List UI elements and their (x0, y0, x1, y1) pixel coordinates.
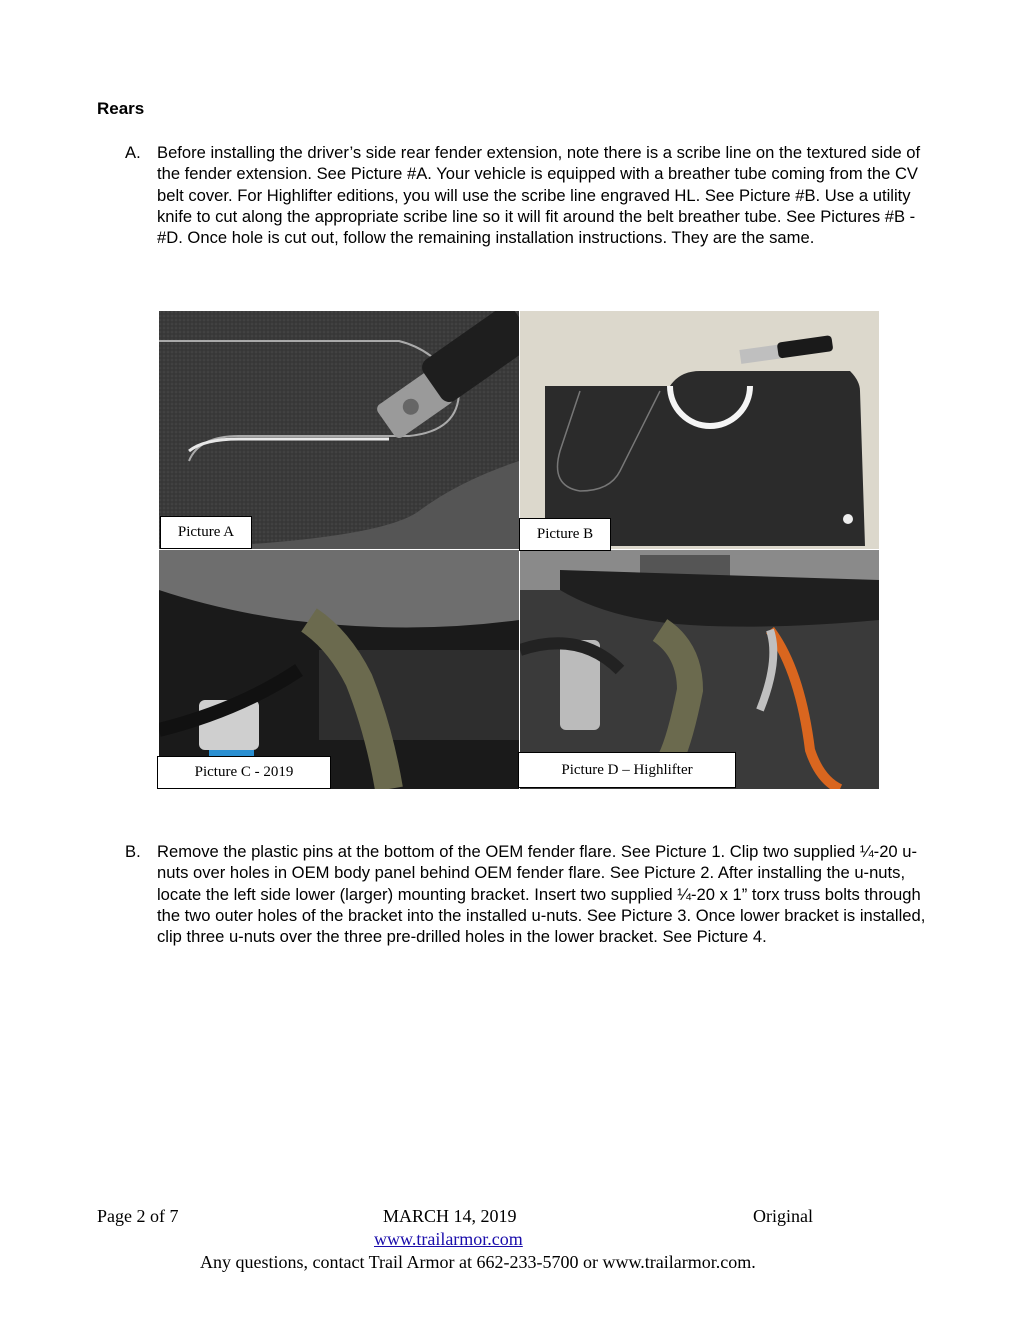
photo-picture-a (159, 311, 519, 549)
caption-picture-c: Picture C - 2019 (157, 756, 331, 789)
photo-picture-c-2019 (159, 550, 519, 789)
footer-website-link[interactable]: www.trailarmor.com (374, 1229, 523, 1249)
caption-picture-a: Picture A (160, 516, 252, 549)
step-text: Before installing the driver’s side rear fender extension, note there is a scribe line on the textured side of the fender extension. See Picture #A. Your vehicle is equipped with a breather tube coming from the CV belt cover. For Highlifter editions, you will use the scribe line engraved HL. See Picture #B. Use a utility knife to cut along the appropriate scribe line so it will fit around the belt breather tube. See Pictures #B - #D. Once hole is cut out, follow the remaining installation instructions. They are the same. (157, 143, 921, 248)
footer-page-number: Page 2 of 7 (97, 1206, 179, 1226)
footer-date: MARCH 14, 2019 (383, 1206, 517, 1226)
step-a (125, 142, 945, 248)
step-letter: A. (125, 143, 141, 162)
footer-contact: Any questions, contact Trail Armor at 662-233-5700 or www.trailarmor.com. (200, 1252, 756, 1272)
step-letter: B. (125, 842, 141, 861)
step-text: Remove the plastic pins at the bottom of the OEM fender flare. See Picture 1. Clip two supplied ¼-20 u-nuts over holes in OEM body panel behind OEM fender flare. See Picture 2. After installing the u-nuts, locate the left side lower (larger) mounting bracket. Insert two supplied ¼-20 x 1” torx truss bolts through the two outer holes of the bracket into the installed u-nuts. See Picture 3. Once lower bracket is installed, clip three u-nuts over the three pre-drilled holes in the lower bracket. See Picture 4. (157, 842, 926, 947)
photo-picture-b (520, 311, 879, 549)
caption-picture-b: Picture B (519, 518, 611, 551)
caption-picture-d: Picture D – Highlifter (518, 752, 736, 788)
footer-status: Original (753, 1206, 813, 1226)
step-b (125, 841, 945, 947)
section-heading: Rears (97, 99, 145, 118)
